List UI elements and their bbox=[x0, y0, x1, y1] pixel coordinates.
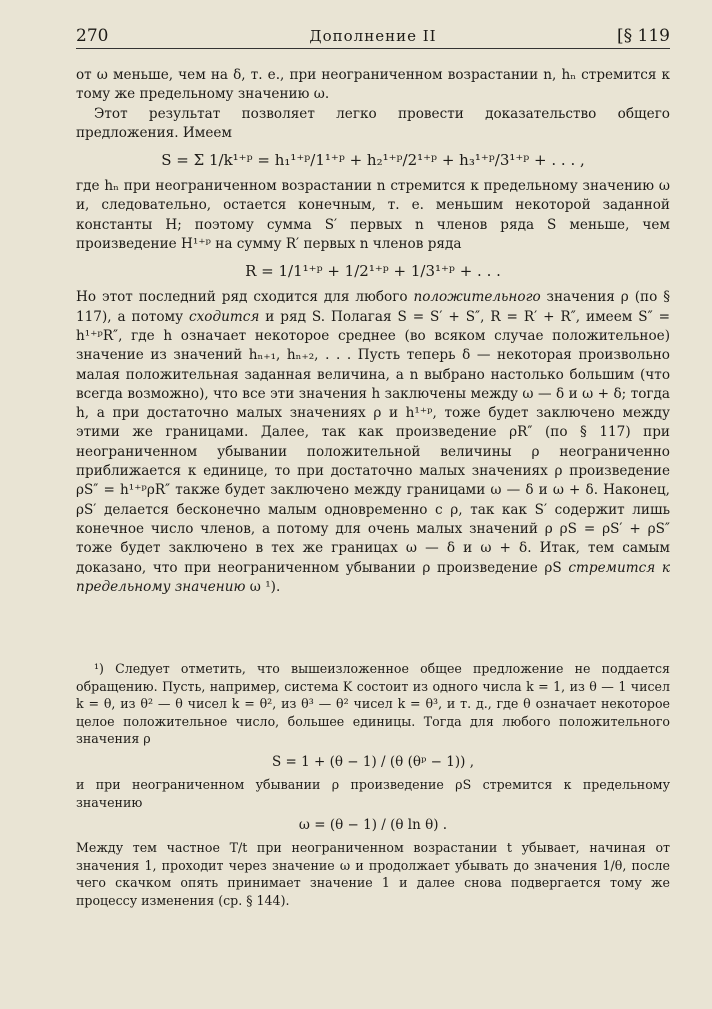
main-text bbox=[76, 66, 670, 597]
p4-emphasis-converges: сходится bbox=[189, 308, 260, 325]
footnote-paragraph-3: Между тем частное T/t при неограниченном возрастании t убывает, начиная от значения 1, проходит через значение ω и продолжает убывать до значения 1/θ, после чего скачком опять принимает значение 1 и далее снова подвергается тому же процессу изменения (ср. § 144). bbox=[76, 840, 670, 908]
running-title: Дополнение II bbox=[309, 27, 437, 45]
footnote-paragraph-2: и при неограниченном убывании ρ произведение ρS стремится к предельному значению bbox=[76, 776, 670, 810]
footnote-paragraph-1: ¹) Следует отметить, что вышеизложенное общее предложение не поддается обращению. Пусть, например, система K состоит из одного числа k = 1, из θ — 1 чисел k = θ, из θ² — θ чисел k = θ², из θ³ — θ² чисел k = θ³, и т. д., где θ означает некоторое целое положительное число, большее единицы. Тогда для любого положительного значения ρ bbox=[76, 661, 670, 747]
p4-emphasis-limit: стремится к предельному значению bbox=[76, 559, 671, 595]
footnote-formula-s: S = 1 + (θ − 1) / (θ (θᵖ − 1)) , bbox=[272, 753, 474, 770]
formula-s-sum: S = Σ 1/k¹⁺ᵖ = h₁¹⁺ᵖ/1¹⁺ᵖ + h₂¹⁺ᵖ/2¹⁺ᵖ + h₃¹⁺ᵖ/3¹⁺ᵖ + . . . , bbox=[161, 151, 585, 170]
page-number: 270 bbox=[76, 26, 109, 46]
paragraph-1: от ω меньше, чем на δ, т. е., при неограниченном возрастании n, hₙ стремится к тому же предельному значению ω. bbox=[76, 67, 670, 103]
p4-text-c: и ряд S. Полагая S = S′ + S″, R = R′ + R″, имеем S″ = h¹⁺ᵖR″, где h означает некоторое среднее (во всяком случае положительное) значение из значений hₙ₊₁, hₙ₊₂, . . . Пусть теперь δ — некоторая произвольно малая положительная заданная величина, а n выбрано настолько большим (что всегда возможно), что все эти значения h заключены между ω — δ и ω + δ; тогда h, а при достаточно малых значениях ρ и h¹⁺ᵖ, тоже будет заключено между этими же границами. Далее, так как произведение ρR″ (по § 117) при неограниченном убывании положительной величины ρ неограниченно приближается к единице, то при достаточно малых значениях ρ произведение ρS″ = h¹⁺ᵖρR″ также будет заключено между границами ω — δ и ω + δ. Наконец, ρS′ делается бесконечно малым одновременно с ρ, так как S′ содержит лишь конечное число членов, а потому для очень малых значений ρ ρS = ρS′ + ρS″ тоже будет заключено в тех же границах ω — δ и ω + δ. Итак, тем самым доказано, что при неограниченном убывании ρ произведение ρS bbox=[76, 308, 670, 576]
paragraph-4 bbox=[76, 288, 670, 597]
formula-r-series: R = 1/1¹⁺ᵖ + 1/2¹⁺ᵖ + 1/3¹⁺ᵖ + . . . bbox=[245, 262, 501, 281]
paragraph-2: Этот результат позволяет легко провести доказательство общего предложения. Имеем bbox=[76, 105, 670, 141]
p4-text-a: Но этот последний ряд сходится для любого bbox=[76, 289, 414, 306]
p4-text-b: значения ρ (по § 117), а потому bbox=[76, 289, 670, 325]
p4-text-d: ω ¹). bbox=[245, 578, 281, 595]
section-reference: [§ 119 bbox=[617, 26, 670, 46]
paragraph-3: где hₙ при неограниченном возрастании n стремится к предельному значению ω и, следовательно, остается конечным, т. е. меньшим некоторой заданной константы H; поэтому сумма S′ первых n членов ряда S меньше, чем произведение H¹⁺ᵖ на сумму R′ первых n членов ряда bbox=[76, 178, 670, 253]
p4-emphasis-positive: положительного bbox=[413, 289, 541, 306]
footnote-formula-omega: ω = (θ − 1) / (θ ln θ) . bbox=[298, 817, 448, 834]
page-header bbox=[76, 26, 670, 49]
footnote bbox=[76, 660, 670, 910]
